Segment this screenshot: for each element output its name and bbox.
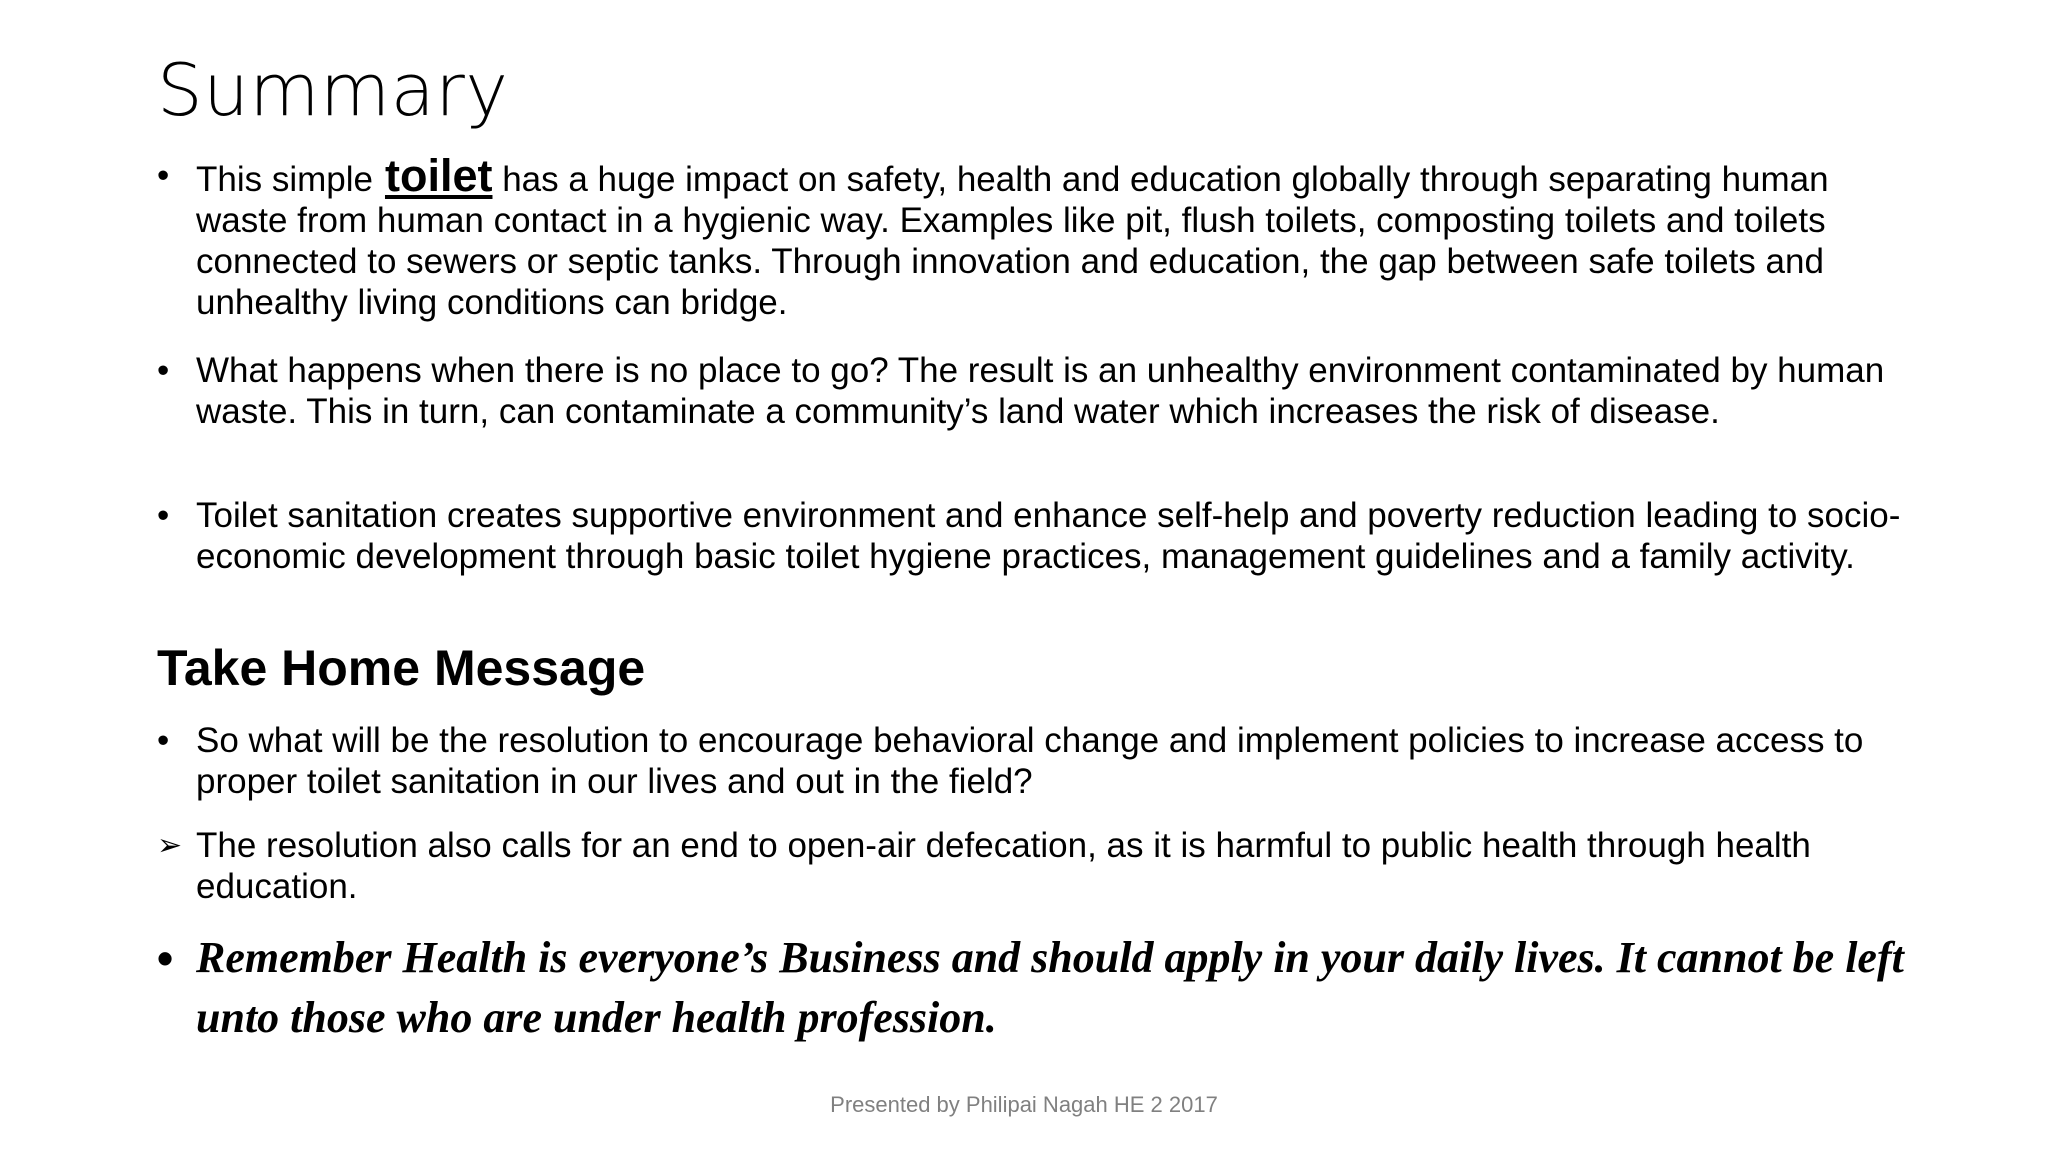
presenter-footer: Presented by Philipai Nagah HE 2 2017 — [830, 1092, 1218, 1117]
arrow-bullet-icon: ➢ — [157, 829, 183, 862]
bullet-lead-text: This simple — [196, 160, 373, 199]
bullet-text: Toilet sanitation creates supportive environment and enhance self-help and poverty reduction leading to socio-economic development through basic toilet hygiene practices, management guidelines and a family activity. — [196, 496, 1901, 576]
take-home-bullet-1 — [157, 720, 1917, 802]
take-home-bullet-3 — [157, 928, 1917, 1048]
bullet-text: The resolution also calls for an end to open-air defecation, as it is harmful to public health through health education. — [196, 826, 1811, 906]
summary-bullet-3 — [157, 495, 1917, 577]
bullet-marker: • — [157, 351, 170, 390]
bullet-marker: • — [157, 496, 170, 535]
bullet-marker: • — [157, 156, 170, 195]
take-home-bullet-2 — [157, 825, 1917, 907]
take-home-heading: Take Home Message — [157, 640, 646, 696]
bullet-marker: • — [157, 721, 170, 760]
emphasized-word-toilet: toilet — [384, 150, 493, 201]
summary-bullet-1 — [157, 150, 1917, 323]
bullet-text: has a huge impact on safety, health and education globally through separating human waste from human contact in a hygienic way. Examples like pit, flush toilets, composting toilets and toilets connected to sewers or septic tanks. Through innovation and education, the gap between safe toilets and unhealthy living conditions can bridge. — [196, 160, 1829, 322]
summary-bullet-2 — [157, 350, 1917, 432]
remember-text: Remember Health is everyone’s Business and should apply in your daily lives. It cannot be left unto those who are under health profession. — [196, 933, 1904, 1042]
slide-title: Summary — [157, 48, 509, 132]
bullet-text: What happens when there is no place to go? The result is an unhealthy environment contaminated by human waste. This in turn, can contaminate a community’s land water which increases the risk of disease. — [196, 351, 1885, 431]
bullet-marker: • — [157, 932, 174, 984]
bullet-text: So what will be the resolution to encourage behavioral change and implement policies to increase access to proper toilet sanitation in our lives and out in the field? — [196, 721, 1864, 801]
